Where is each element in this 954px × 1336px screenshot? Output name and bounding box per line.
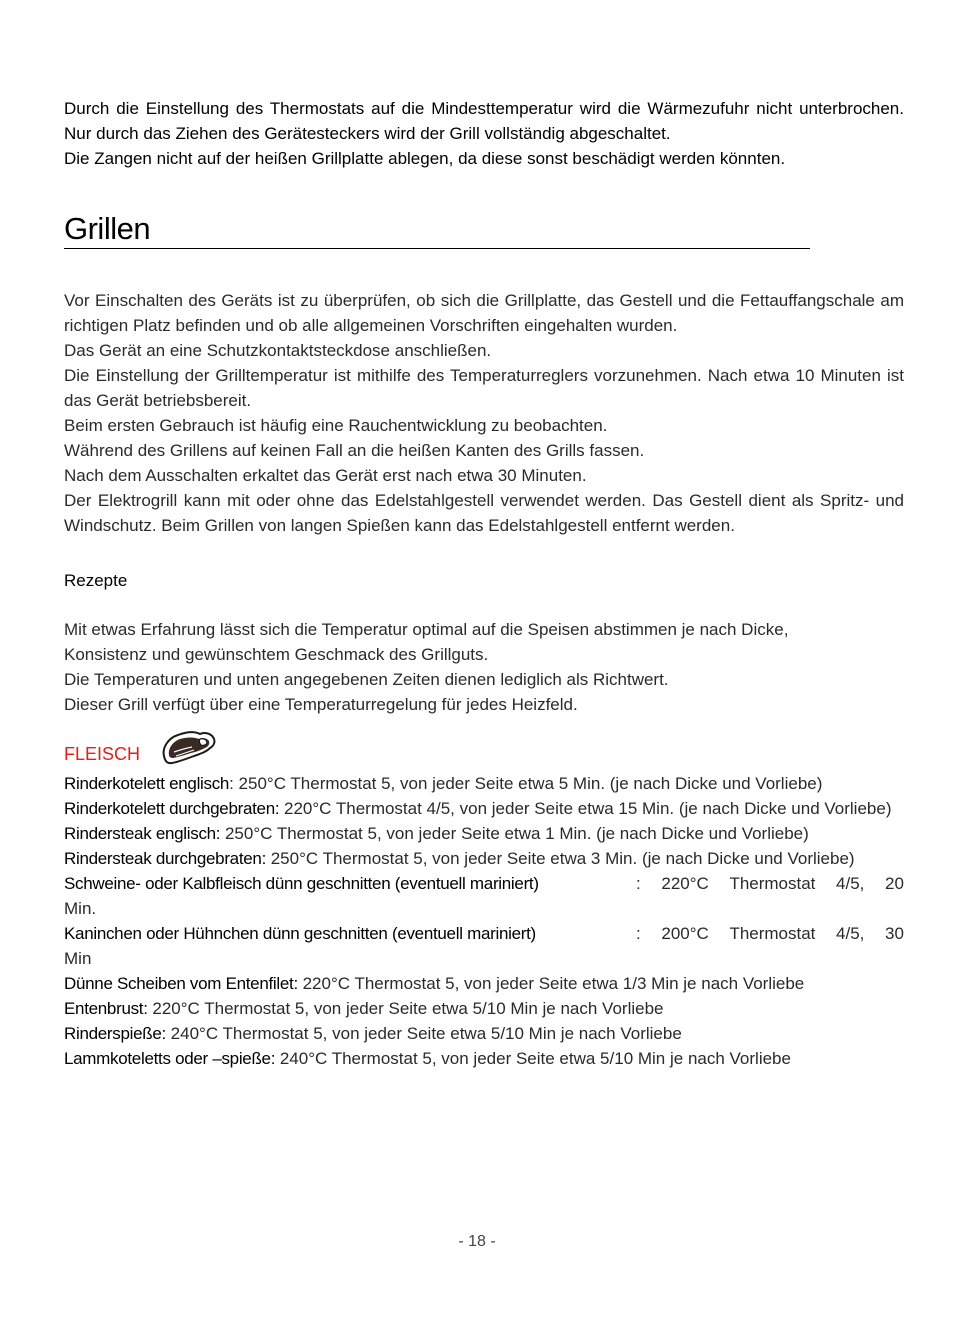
- item-details: 220°C Thermostat 5, von jeder Seite etwa 5/10 Min je nach Vorliebe: [147, 999, 664, 1018]
- list-item: [64, 971, 904, 996]
- list-item: [64, 921, 904, 971]
- item-name: Dünne Scheiben vom Entenfilet:: [64, 974, 298, 993]
- body-paragraph: Nach dem Ausschalten erkaltet das Gerät erst nach etwa 30 Minuten.: [64, 466, 587, 485]
- recipes-intro-line: Mit etwas Erfahrung lässt sich die Temperatur optimal auf die Speisen abstimmen je nach Dicke,: [64, 620, 789, 639]
- item-temp: 220°C: [661, 874, 709, 893]
- recipes-intro-line: Die Temperaturen und unten angegebenen Zeiten dienen lediglich als Richtwert.: [64, 670, 669, 689]
- item-level: 4/5,: [836, 924, 865, 943]
- fleisch-header: [64, 728, 364, 772]
- item-name: Rindersteak durchgebraten:: [64, 849, 266, 868]
- list-item: [64, 771, 904, 796]
- item-thermostat: Thermostat: [729, 874, 816, 893]
- item-temp: 200°C: [661, 924, 709, 943]
- item-thermostat: Thermostat: [729, 924, 816, 943]
- item-details: : 250°C Thermostat 5, von jeder Seite etwa 5 Min. (je nach Dicke und Vorliebe): [229, 774, 823, 793]
- item-details: 220°C Thermostat 4/5, von jeder Seite etwa 15 Min. (je nach Dicke und Vorliebe): [279, 799, 892, 818]
- body-text: [64, 288, 904, 538]
- item-name: Kaninchen oder Hühnchen dünn geschnitten (eventuell mariniert): [64, 924, 536, 943]
- list-item: [64, 1021, 904, 1046]
- item-separator: :: [636, 874, 641, 893]
- page-number: - 18 -: [458, 1233, 496, 1250]
- list-item: [64, 871, 904, 921]
- item-continuation: Min: [64, 949, 92, 968]
- item-name: Rindersteak englisch:: [64, 824, 221, 843]
- body-paragraph: Die Einstellung der Grilltemperatur ist mithilfe des Temperaturreglers vorzunehmen. Nach etwa 10 Minuten ist das Gerät betriebsbereit.: [64, 366, 904, 410]
- item-name: Rinderkotelett durchgebraten:: [64, 799, 280, 818]
- intro-paragraph: Durch die Einstellung des Thermostats auf die Mindesttemperatur wird die Wärmezufuhr nicht unterbrochen. Nur durch das Ziehen des Gerätesteckers wird der Grill vollständig abgeschaltet.: [64, 99, 904, 143]
- section-title: Grillen: [64, 211, 151, 246]
- intro-block: [64, 96, 904, 171]
- item-level: 4/5,: [836, 874, 865, 893]
- body-paragraph: Das Gerät an eine Schutzkontaktsteckdose anschließen.: [64, 341, 492, 360]
- recipes-intro-line: Konsistenz und gewünschtem Geschmack des Grillguts.: [64, 645, 489, 664]
- item-time: 30: [885, 924, 904, 943]
- item-name: Rinderspieße:: [64, 1024, 166, 1043]
- section-heading-rule: [64, 210, 810, 249]
- item-name: Rinderkotelett englisch: [64, 774, 230, 793]
- item-name: Entenbrust:: [64, 999, 148, 1018]
- body-paragraph: Während des Grillens auf keinen Fall an die heißen Kanten des Grills fassen.: [64, 441, 645, 460]
- list-item: [64, 846, 904, 871]
- recipes-intro-line: Dieser Grill verfügt über eine Temperaturregelung für jedes Heizfeld.: [64, 695, 578, 714]
- body-paragraph: Vor Einschalten des Geräts ist zu überprüfen, ob sich die Grillplatte, das Gestell und die Fettauffangschale am richtigen Platz befinden und ob alle allgemeinen Vorschriften eingehalten wurden.: [64, 291, 904, 335]
- list-item: [64, 796, 904, 821]
- item-details: 220°C Thermostat 5, von jeder Seite etwa 1/3 Min je nach Vorliebe: [297, 974, 805, 993]
- item-time: 20: [885, 874, 904, 893]
- intro-paragraph: Die Zangen nicht auf der heißen Grillplatte ablegen, da diese sonst beschädigt werden könnten.: [64, 149, 786, 168]
- body-paragraph: Beim ersten Gebrauch ist häufig eine Rauchentwicklung zu beobachten.: [64, 416, 608, 435]
- item-name: Schweine- oder Kalbfleisch dünn geschnitten (eventuell mariniert): [64, 874, 539, 893]
- item-details: 250°C Thermostat 5, von jeder Seite etwa 3 Min. (je nach Dicke und Vorliebe): [266, 849, 855, 868]
- item-details: 240°C Thermostat 5, von jeder Seite etwa 5/10 Min je nach Vorliebe: [165, 1024, 682, 1043]
- item-continuation: Min.: [64, 899, 97, 918]
- item-separator: :: [636, 924, 641, 943]
- body-paragraph: Der Elektrogrill kann mit oder ohne das Edelstahlgestell verwendet werden. Das Gestell dient als Spritz- und Windschutz. Beim Grillen von langen Spießen kann das Edelstahlgestell entfernt werden.: [64, 491, 904, 535]
- recipe-list: [64, 771, 904, 1071]
- recipes-intro: [64, 617, 904, 717]
- list-item: [64, 821, 904, 846]
- item-name: Lammkoteletts oder –spieße:: [64, 1049, 276, 1068]
- list-item: [64, 996, 904, 1021]
- list-item: [64, 1046, 904, 1071]
- fleisch-label: FLEISCH: [64, 744, 141, 764]
- steak-icon: [160, 728, 218, 768]
- recipes-heading: Rezepte: [64, 571, 128, 590]
- item-details: 240°C Thermostat 5, von jeder Seite etwa 5/10 Min je nach Vorliebe: [275, 1049, 791, 1068]
- item-details: 250°C Thermostat 5, von jeder Seite etwa 1 Min. (je nach Dicke und Vorliebe): [220, 824, 809, 843]
